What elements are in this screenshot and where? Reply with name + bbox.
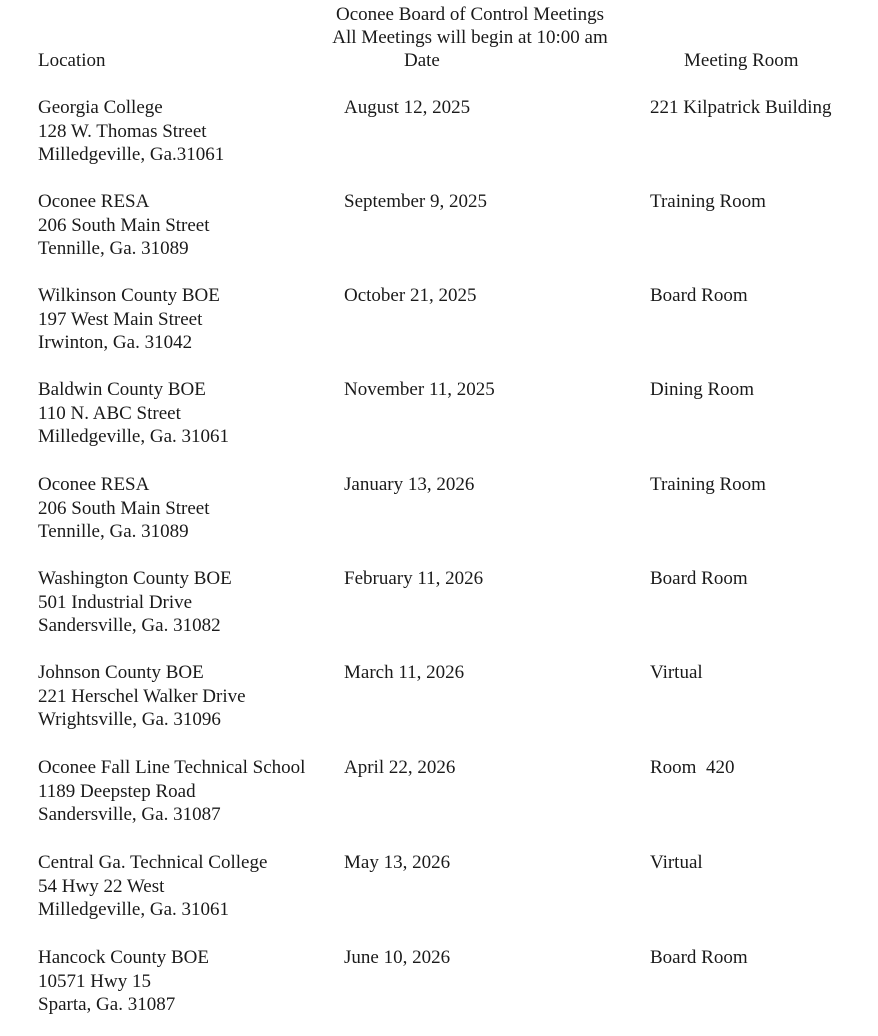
document-heading	[0, 3, 878, 49]
location-name: Central Ga. Technical College	[38, 852, 268, 873]
location-city: Tennille, Ga. 31089	[38, 238, 189, 259]
meeting-row	[0, 661, 878, 751]
meeting-location	[38, 661, 246, 732]
meeting-row	[0, 567, 878, 657]
meeting-date: February 11, 2026	[344, 568, 484, 589]
location-street: 1189 Deepstep Road	[38, 780, 196, 802]
meeting-room: Room 420	[650, 757, 735, 778]
meeting-row	[0, 946, 878, 1036]
location-city: Sandersville, Ga. 31082	[38, 615, 221, 636]
location-street: 206 South Main Street	[38, 497, 210, 519]
location-city: Milledgeville, Ga. 31061	[38, 426, 230, 447]
meeting-location	[38, 851, 267, 922]
location-street: 128 W. Thomas Street	[38, 120, 207, 142]
meeting-date: May 13, 2026	[344, 852, 451, 873]
location-name: Baldwin County BOE	[38, 379, 206, 400]
location-street: 197 West Main Street	[38, 308, 203, 330]
location-name: Johnson County BOE	[38, 662, 204, 683]
meeting-date: January 13, 2026	[344, 474, 475, 495]
document-subtitle: All Meetings will begin at 10:00 am	[332, 27, 608, 48]
location-name: Georgia College	[38, 97, 163, 118]
location-street: 501 Industrial Drive	[38, 591, 193, 613]
document-title: Oconee Board of Control Meetings	[335, 4, 605, 25]
meeting-row	[0, 190, 878, 280]
location-street: 110 N. ABC Street	[38, 402, 181, 424]
location-name: Washington County BOE	[38, 568, 232, 589]
location-city: Milledgeville, Ga.31061	[38, 144, 225, 165]
location-city: Milledgeville, Ga. 31061	[38, 899, 230, 920]
meeting-room: Board Room	[650, 947, 748, 968]
meeting-location	[38, 378, 229, 449]
meeting-location	[38, 567, 232, 638]
meeting-room: Virtual	[650, 852, 703, 873]
meeting-date: March 11, 2026	[344, 662, 465, 683]
meeting-date: October 21, 2025	[344, 285, 477, 306]
location-city: Sandersville, Ga. 31087	[38, 804, 221, 825]
meeting-room: 221 Kilpatrick Building	[650, 97, 832, 118]
meeting-row	[0, 378, 878, 468]
meeting-date: August 12, 2025	[344, 97, 471, 118]
meeting-row	[0, 756, 878, 846]
column-header-meeting-room: Meeting Room	[684, 50, 799, 71]
meeting-location	[38, 946, 209, 1017]
meeting-date: April 22, 2026	[344, 757, 456, 778]
meeting-room: Virtual	[650, 662, 703, 683]
location-name: Oconee Fall Line Technical School	[38, 757, 306, 778]
location-city: Irwinton, Ga. 31042	[38, 332, 193, 353]
meeting-date: September 9, 2025	[344, 191, 488, 212]
location-name: Hancock County BOE	[38, 947, 209, 968]
meeting-location	[38, 756, 305, 827]
location-street: 10571 Hwy 15	[38, 970, 151, 992]
meeting-room: Dining Room	[650, 379, 754, 400]
meeting-location	[38, 190, 210, 261]
meeting-row	[0, 473, 878, 563]
meeting-location	[38, 284, 220, 355]
location-name: Oconee RESA	[38, 191, 150, 212]
location-city: Tennille, Ga. 31089	[38, 521, 189, 542]
meeting-row	[0, 96, 878, 186]
meeting-location	[38, 473, 210, 544]
meeting-row	[0, 284, 878, 374]
location-street: 206 South Main Street	[38, 214, 210, 236]
meeting-room: Training Room	[650, 191, 766, 212]
location-name: Oconee RESA	[38, 474, 150, 495]
column-header-location: Location	[38, 50, 106, 71]
column-header-date: Date	[404, 50, 440, 71]
meeting-room: Board Room	[650, 568, 748, 589]
location-city: Wrightsville, Ga. 31096	[38, 709, 221, 730]
meeting-row	[0, 851, 878, 941]
meeting-date: November 11, 2025	[344, 379, 495, 400]
location-street: 54 Hwy 22 West	[38, 875, 165, 897]
location-name: Wilkinson County BOE	[38, 285, 220, 306]
meeting-date: June 10, 2026	[344, 947, 451, 968]
location-street: 221 Herschel Walker Drive	[38, 685, 246, 707]
location-city: Sparta, Ga. 31087	[38, 994, 176, 1015]
meeting-room: Training Room	[650, 474, 766, 495]
meeting-room: Board Room	[650, 285, 748, 306]
meeting-location	[38, 96, 224, 167]
